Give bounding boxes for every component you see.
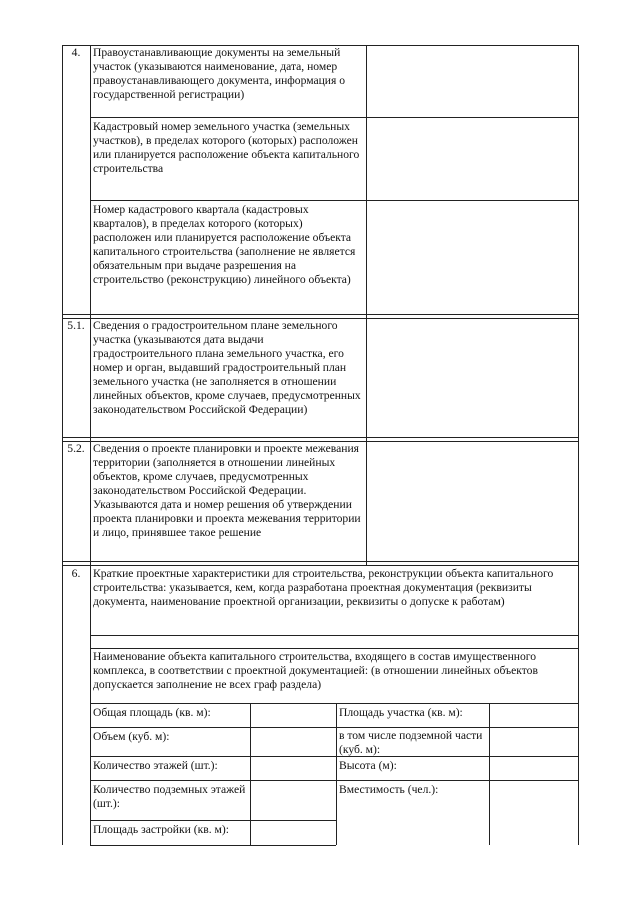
- total-area-field[interactable]: [251, 704, 336, 727]
- cadastral-quarter-field[interactable]: [367, 201, 578, 314]
- building-area-field[interactable]: [251, 821, 336, 845]
- height-label: Высота (м):: [339, 759, 397, 772]
- building-area-label: Площадь застройки (кв. м):: [93, 823, 229, 836]
- capacity-label: Вместимость (чел.):: [339, 783, 439, 796]
- table-border-right: [578, 45, 579, 845]
- cadastral-number-label: Кадастровый номер земельного участка (земельных участков), в пределах которого (которых) расположен или планируется расположение объекта капитального строительства: [93, 120, 360, 175]
- object-name-label: Наименование объекта капитального строительства, входящего в состав имущественного комплекса, в соответствии с проектной документацией: (в отношении линейных объектов допускается заполнение не всех граф раздела): [93, 650, 538, 691]
- row-separator: [62, 437, 579, 438]
- planning-project-label: Сведения о проекте планировки и проекте межевания территории (заполняется в отношении линейных объектов, кроме случаев, предусмотренных законодательством Российской Федерации. Указываются дата и номер решения об утверждении проекта планировки и проекта межевания территории и лицо, принявшее такое решение: [93, 442, 361, 539]
- row-number-5-2: 5.2.: [67, 442, 85, 455]
- cadastral-quarter-label: Номер кадастрового квартала (кадастровых кварталов), в пределах которого (которых) расположен или планируется расположение объекта капитального строительства (заполнение не является обязательным при выдаче разрешения на строительство (реконструкцию) линейного объекта): [93, 203, 356, 286]
- volume-field[interactable]: [251, 728, 336, 756]
- site-area-field[interactable]: [490, 704, 578, 727]
- height-field[interactable]: [490, 757, 578, 780]
- grid-line: [90, 845, 336, 846]
- floors-label: Количество этажей (шт.):: [93, 759, 218, 772]
- row-separator: [62, 314, 579, 315]
- site-area-label: Площадь участка (кв. м):: [339, 706, 463, 719]
- row-number-5-1: 5.1.: [67, 319, 85, 332]
- project-characteristics-field[interactable]: [91, 636, 578, 648]
- row-separator: [90, 648, 579, 649]
- row-separator: [62, 561, 579, 562]
- underground-floors-label: Количество подземных этажей (шт.):: [93, 783, 246, 810]
- urban-plan-field[interactable]: [367, 319, 578, 437]
- volume-label: Объем (куб. м):: [93, 730, 170, 743]
- grid-line: [336, 703, 337, 845]
- total-area-label: Общая площадь (кв. м):: [93, 706, 211, 719]
- row-separator: [62, 565, 579, 566]
- row-number-4: 4.: [71, 46, 81, 59]
- cadastral-number-field[interactable]: [367, 118, 578, 200]
- underground-volume-label: в том числе подземной части (куб. м):: [339, 729, 483, 756]
- project-characteristics-label: Краткие проектные характеристики для строительства, реконструкции объекта капитального строительства: указывается, кем, когда разработана проектная документация (реквизиты документа, наименование проектной организации, реквизиты о допуске к работам): [93, 567, 554, 608]
- land-title-documents-field[interactable]: [367, 46, 578, 117]
- capacity-field[interactable]: [490, 781, 578, 845]
- urban-plan-label: Сведения о градостроительном плане земельного участка (указываются дата выдачи градостроительного плана земельного участка, его номер и орган, выдавший градостроительный план земельного участка (не заполняется в отношении линейных объектов, кроме случаев, предусмотренных законодательством Российской Федерации): [93, 319, 361, 416]
- floors-field[interactable]: [251, 757, 336, 780]
- planning-project-field[interactable]: [367, 442, 578, 561]
- row-number-6: 6.: [71, 567, 81, 580]
- underground-floors-field[interactable]: [251, 781, 336, 820]
- land-title-documents-label: Правоустанавливающие документы на земельный участок (указываются наименование, дата, номер правоустанавливающего документа, информация о государственной регистрации): [93, 46, 346, 101]
- underground-volume-field[interactable]: [490, 728, 578, 756]
